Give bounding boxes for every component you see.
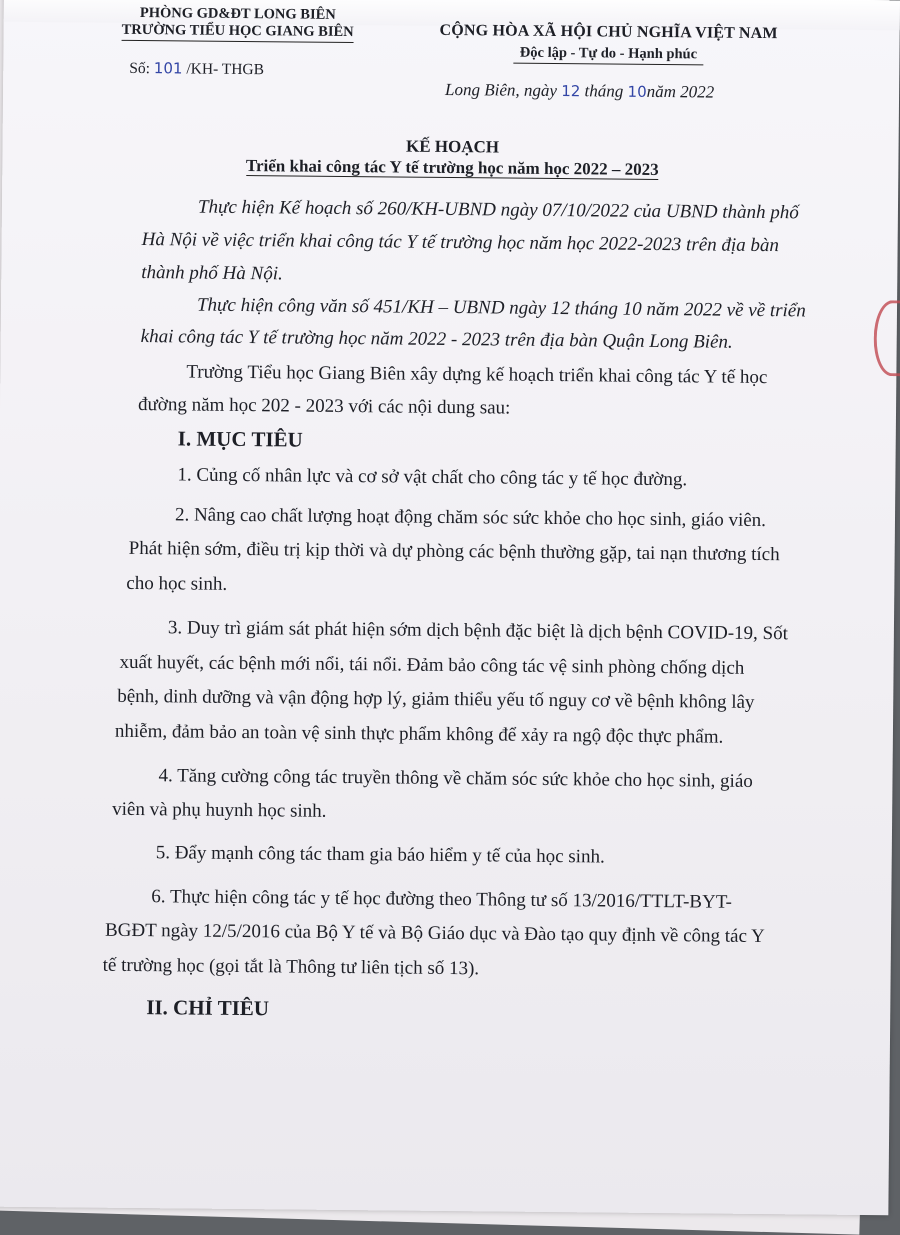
objective-line: viên và phụ huynh học sinh.	[112, 798, 327, 822]
date-month-handwritten: 10	[627, 82, 647, 101]
school-name: TRƯỜNG TIỂU HỌC GIANG BIÊN	[122, 22, 354, 43]
doc-no-handwritten: 101	[153, 59, 183, 78]
republic-title: CỘNG HÒA XÃ HỘI CHỦ NGHĨA VIỆT NAM	[439, 21, 778, 43]
doc-no-prefix: Số:	[129, 59, 151, 78]
objective-line: nhiễm, đảm bảo an toàn vệ sinh thực phẩm không để xảy ra ngộ độc thực phẩm.	[114, 720, 724, 748]
intro-line: Thực hiện Kế hoạch số 260/KH-UBND ngày 07/10/2022 của UBND thành phố	[197, 196, 799, 224]
intro-line: đường năm học 202 - 2023 với các nội dung sau:	[137, 394, 511, 419]
objective-line: cho học sinh.	[126, 572, 228, 595]
objective-line: tế trường học (gọi tắt là Thông tư liên tịch số 13).	[102, 954, 480, 980]
department-name: PHÒNG GD&ĐT LONG BIÊN	[139, 5, 336, 23]
document-number	[129, 59, 264, 79]
date-month-label: tháng	[584, 81, 624, 101]
document-kind: KẾ HOẠCH	[405, 136, 500, 157]
objective-line: 6. Thực hiện công tác y tế học đường theo Thông tư số 13/2016/TTLT-BYT-	[151, 886, 733, 913]
date-line	[445, 80, 714, 103]
date-prefix: Long Biên, ngày	[445, 79, 558, 101]
objective-line: BGĐT ngày 12/5/2016 của Bộ Y tế và Bộ Giáo dục và Đào tạo quy định về công tác Y	[104, 919, 765, 948]
stamp-edge	[873, 300, 900, 376]
intro-line: thành phố Hà Nội.	[141, 262, 283, 285]
objective-line: Phát hiện sớm, điều trị kịp thời và dự phòng các bệnh thường gặp, tai nạn thương tích	[128, 537, 780, 566]
objective-line: 3. Duy trì giám sát phát hiện sớm dịch bệnh đặc biệt là dịch bệnh COVID-19, Sốt	[167, 617, 789, 645]
national-motto: Độc lập - Tự do - Hạnh phúc	[514, 45, 703, 66]
objective-line: 1. Củng cố nhân lực và cơ sở vật chất cho công tác y tế học đường.	[177, 464, 688, 491]
intro-line: Thực hiện công văn số 451/KH – UBND ngày 12 tháng 10 năm 2022 về về triển	[196, 294, 806, 322]
national-header	[413, 22, 803, 67]
objective-line: bệnh, dinh dưỡng và vận động hợp lý, giảm thiểu yếu tố nguy cơ về bệnh không lây	[117, 685, 755, 713]
issuing-agency	[108, 5, 368, 43]
section-heading-targets: II. CHỈ TIÊU	[146, 995, 270, 1021]
objective-line: xuất huyết, các bệnh mới nổi, tái nổi. Đảm bảo công tác vệ sinh phòng chống dịch	[119, 651, 745, 679]
intro-line: Trường Tiểu học Giang Biên xây dựng kế hoạch triển khai công tác Y tế học	[186, 361, 768, 389]
objective-line: 2. Nâng cao chất lượng hoạt động chăm sóc sức khỏe cho học sinh, giáo viên.	[174, 504, 767, 532]
date-day-handwritten: 12	[561, 82, 581, 101]
intro-line: khai công tác Y tế trường học năm 2022 - 2023 trên địa bàn Quận Long Biên.	[140, 326, 733, 353]
objective-line: 4. Tăng cường công tác truyền thông về chăm sóc sức khỏe cho học sinh, giáo	[158, 765, 753, 792]
date-year: năm 2022	[646, 81, 715, 102]
subject-text: Triển khai công tác Y tế trường học năm học 2022 – 2023	[245, 156, 659, 179]
doc-no-suffix: /KH- THGB	[186, 60, 265, 79]
section-heading-objectives: I. MỤC TIÊU	[177, 426, 303, 452]
objective-line: 5. Đẩy mạnh công tác tham gia báo hiểm y tế của học sinh.	[155, 842, 605, 868]
intro-line: Hà Nội về việc triển khai công tác Y tế trường học năm học 2022-2023 trên địa bàn	[141, 229, 780, 257]
